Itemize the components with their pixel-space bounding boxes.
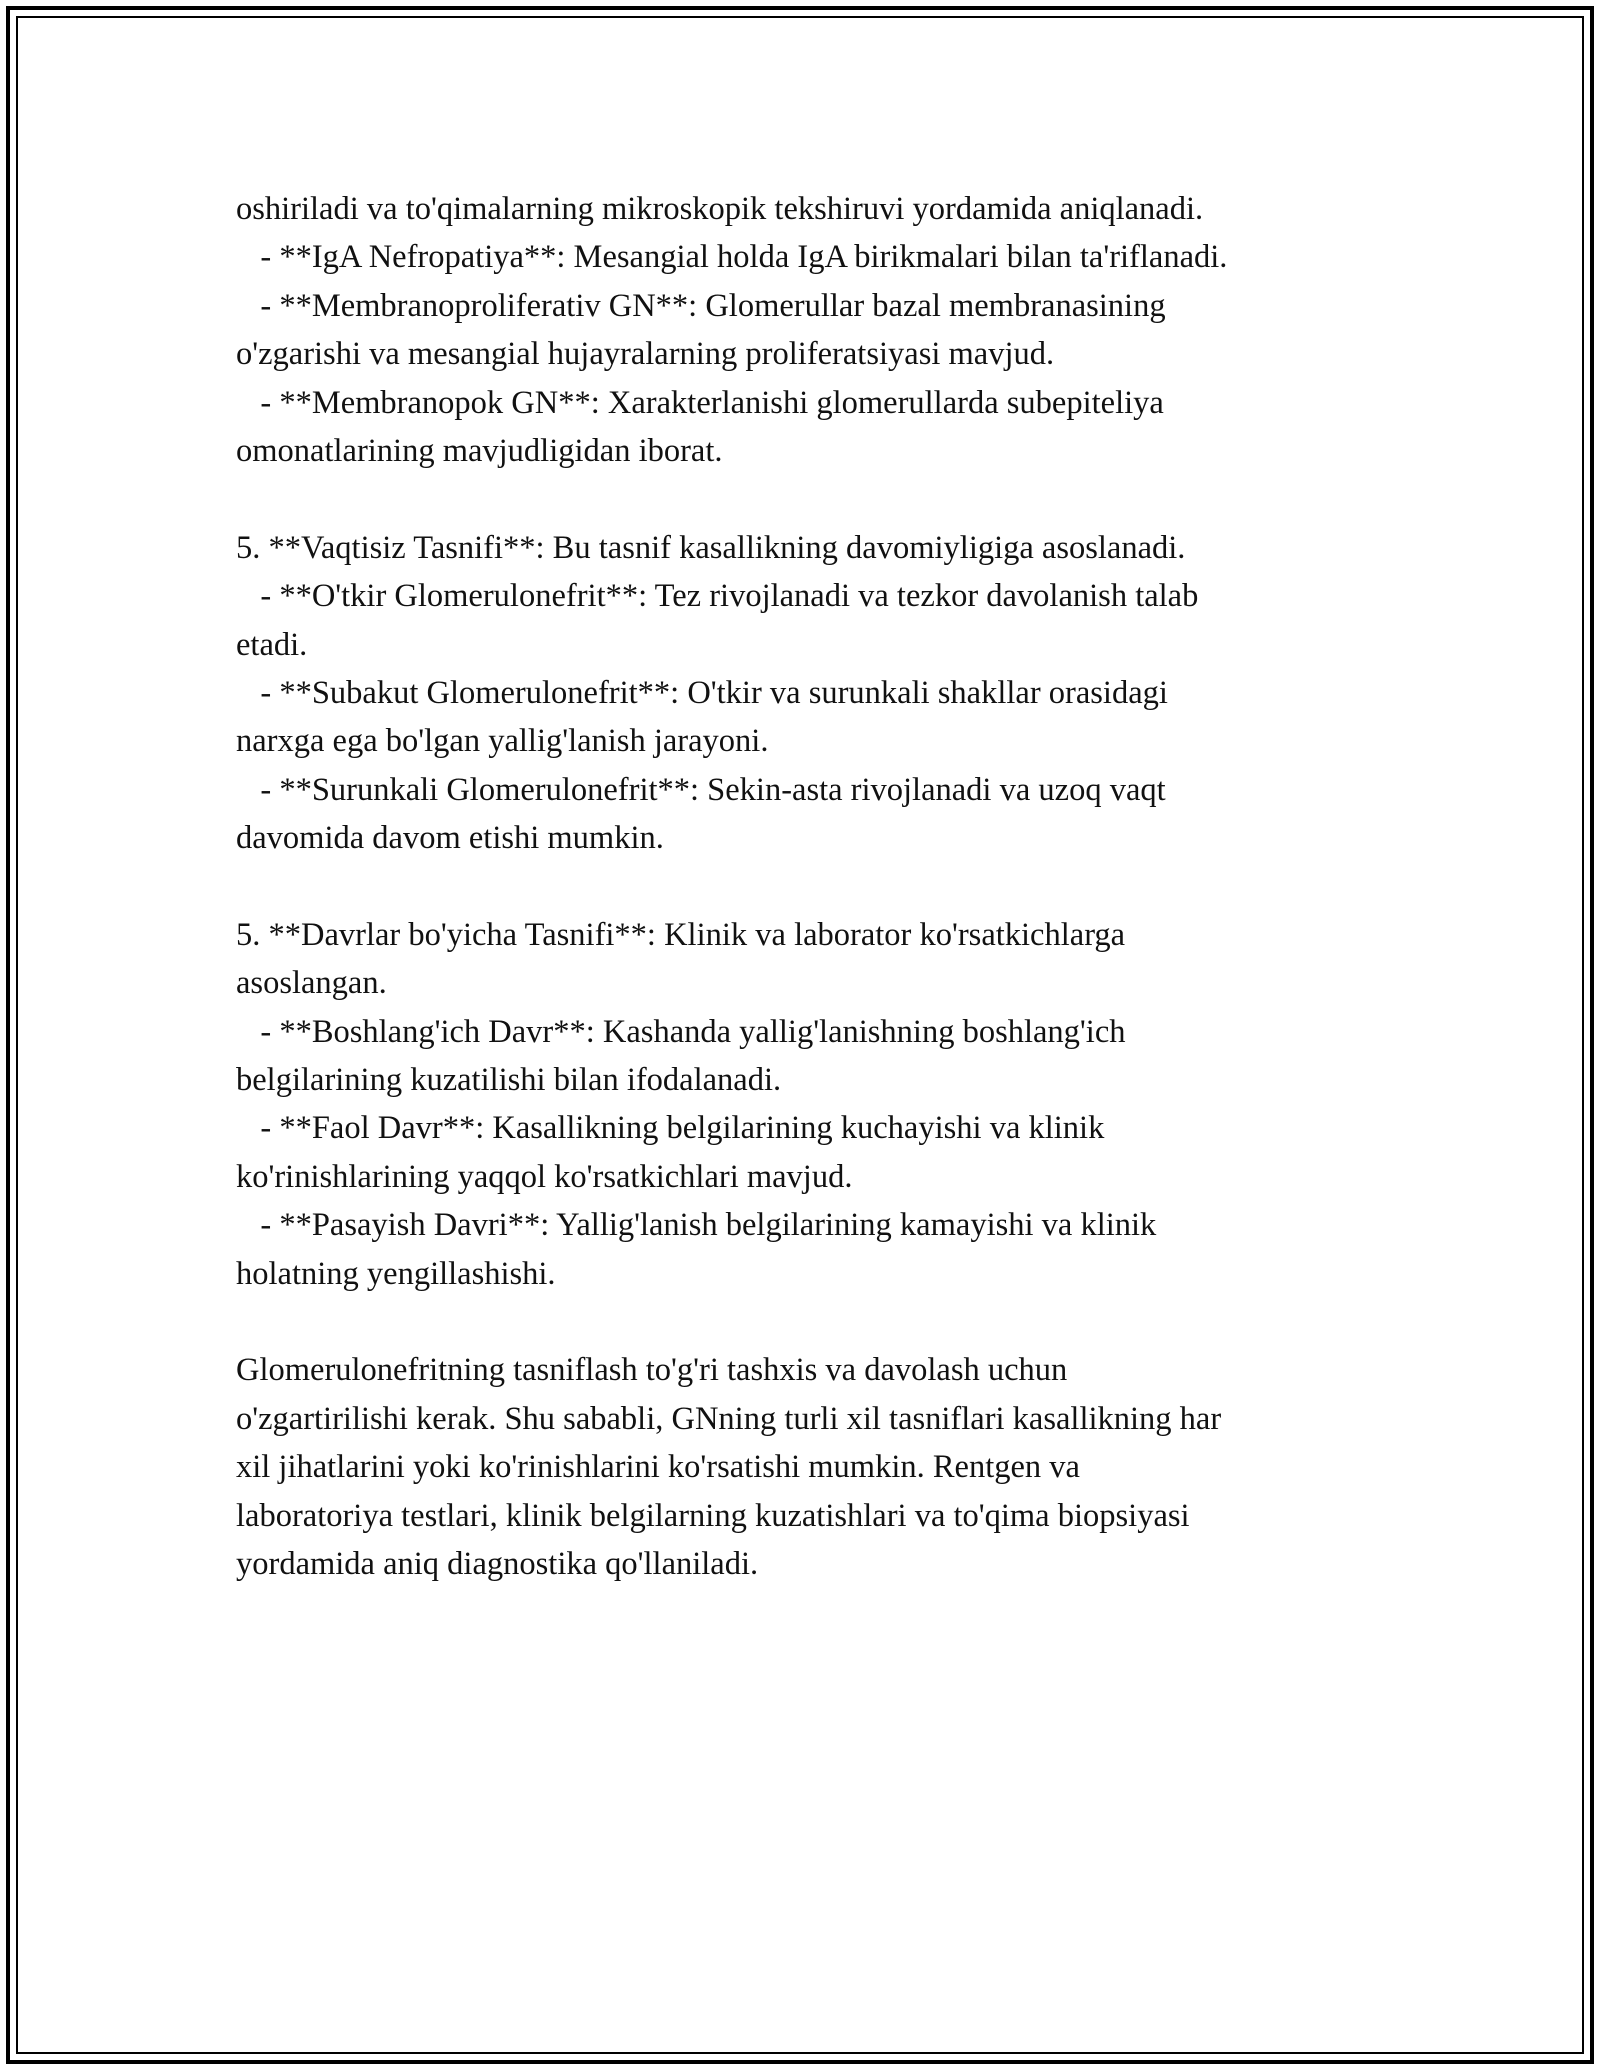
text-line: etadi.	[236, 626, 308, 663]
text-line: holatning yengillashishi.	[236, 1255, 556, 1292]
text-line: oshiriladi va to'qimalarning mikroskopik tekshiruvi yordamida aniqlanadi.	[236, 191, 1204, 227]
text-line: laboratoriya testlari, klinik belgilarning kuzatishlari va to'qima biopsiyasi	[236, 1497, 1190, 1534]
paragraph-gap	[236, 475, 1366, 523]
text-line: 5. **Vaqtisiz Tasnifi**: Bu tasnif kasallikning davomiyligiga asoslanadi.	[236, 529, 1186, 566]
text-line: - **Membranoproliferativ GN**: Glomerullar bazal membranasining	[236, 287, 1166, 324]
text-line: - **Membranopok GN**: Xarakterlanishi glomerullarda subepiteliya	[236, 384, 1164, 421]
text-line: - **Subakut Glomerulonefrit**: O'tkir va surunkali shakllar orasidagi	[236, 674, 1168, 711]
text-line: o'zgartirilishi kerak. Shu sababli, GNning turli xil tasniflari kasallikning har	[236, 1400, 1222, 1437]
paragraph-gap	[236, 862, 1366, 910]
text-line: - **O'tkir Glomerulonefrit**: Tez rivojlanadi va tezkor davolanish talab	[236, 578, 1199, 615]
text-line: 5. **Davrlar bo'yicha Tasnifi**: Klinik va laborator ko'rsatkichlarga	[236, 916, 1126, 953]
text-line: omonatlarining mavjudligidan iborat.	[236, 432, 723, 469]
text-line: - **Surunkali Glomerulonefrit**: Sekin-asta rivojlanadi va uzoq vaqt	[236, 771, 1166, 808]
paragraph-gap	[236, 1298, 1366, 1346]
text-line: belgilarining kuzatilishi bilan ifodalanadi.	[236, 1062, 782, 1099]
text-line: ko'rinishlarining yaqqol ko'rsatkichlari mavjud.	[236, 1158, 853, 1195]
text-line: - **Faol Davr**: Kasallikning belgilarining kuchayishi va klinik	[236, 1110, 1105, 1147]
text-line: Glomerulonefritning tasniflash to'g'ri tashxis va davolash uchun	[236, 1352, 1068, 1389]
text-line: davomida davom etishi mumkin.	[236, 820, 664, 857]
document-body	[236, 185, 1366, 1588]
text-line: narxga ega bo'lgan yallig'lanish jarayoni.	[236, 723, 769, 760]
text-line: - **IgA Nefropatiya**: Mesangial holda IgA birikmalari bilan ta'riflanadi.	[236, 239, 1228, 276]
text-line: asoslangan.	[236, 965, 387, 1002]
text-line: o'zgarishi va mesangial hujayralarning proliferatsiyasi mavjud.	[236, 336, 1055, 373]
text-line: yordamida aniq diagnostika qo'llaniladi.	[236, 1545, 759, 1582]
text-line: - **Pasayish Davri**: Yallig'lanish belgilarining kamayishi va klinik	[236, 1207, 1157, 1244]
text-line: xil jihatlarini yoki ko'rinishlarini ko'rsatishi mumkin. Rentgen va	[236, 1449, 1080, 1486]
text-line: - **Boshlang'ich Davr**: Kashanda yallig'lanishning boshlang'ich	[236, 1013, 1126, 1050]
